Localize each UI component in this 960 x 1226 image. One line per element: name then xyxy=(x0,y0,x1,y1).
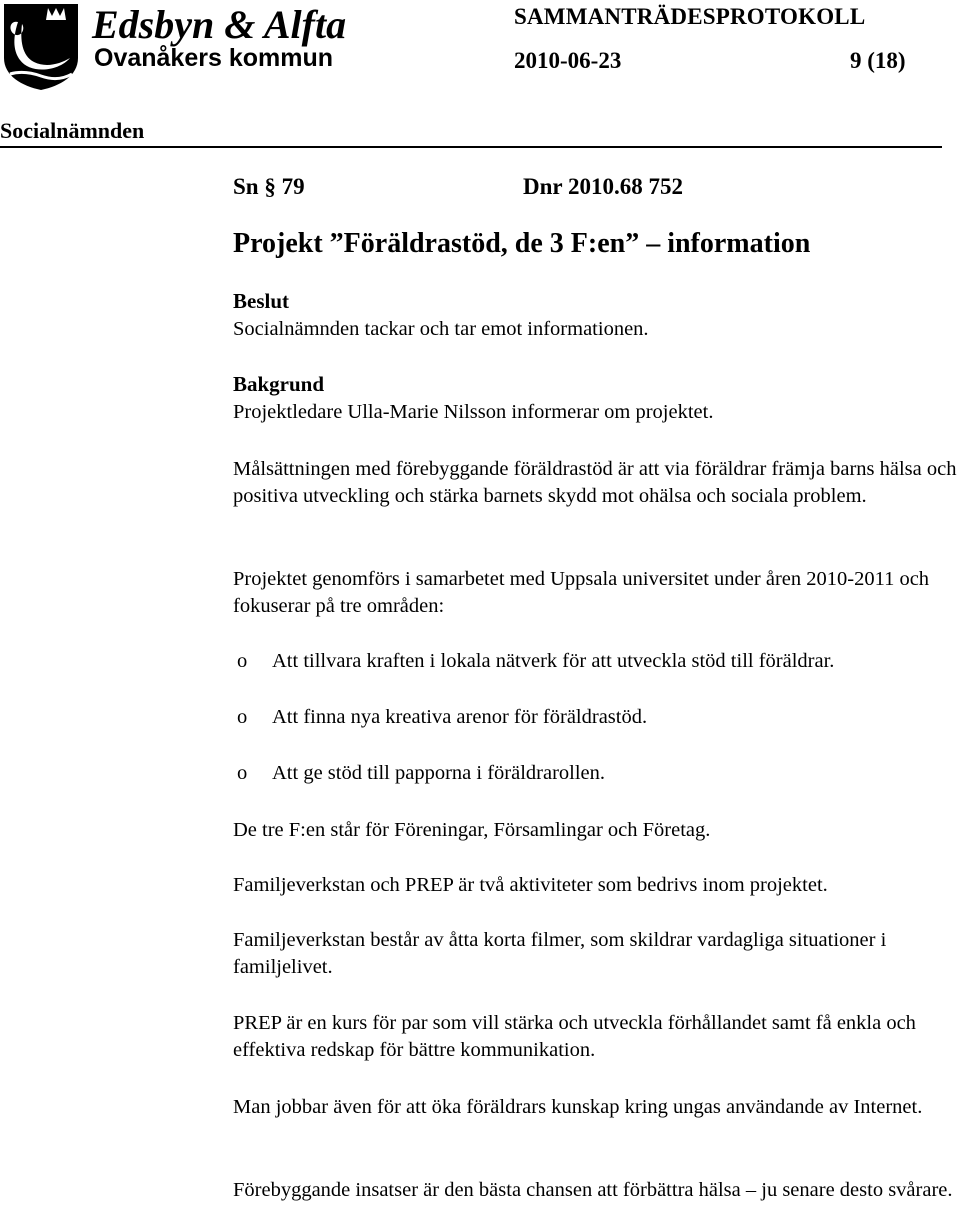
bullet-marker: o xyxy=(237,650,248,672)
goal-paragraph: Målsättningen med förebyggande föräldrastöd är att via föräldrar främja barns hälsa och positiva utveckling och stärka barnets skydd mot ohälsa och sociala problem. xyxy=(233,458,957,507)
background-intro: Projektledare Ulla-Marie Nilsson informerar om projektet. xyxy=(233,401,714,423)
list-item: Att finna nya kreativa arenor för föräldrastöd. xyxy=(272,706,648,728)
bullet-marker: o xyxy=(237,762,248,784)
project-paragraph: Projektet genomförs i samarbetet med Uppsala universitet under åren 2010-2011 och fokuserar på tre områden: xyxy=(233,568,930,617)
paragraph-number: Sn § 79 xyxy=(233,174,305,199)
decision-heading: Beslut xyxy=(233,289,290,313)
internet-paragraph: Man jobbar även för att öka föräldrars kunskap kring ungas användande av Internet. xyxy=(233,1096,923,1118)
svg-text:Edsbyn & Alfta: Edsbyn & Alfta xyxy=(92,2,347,47)
bullet-marker: o xyxy=(237,706,248,728)
logo-wordmark xyxy=(91,2,346,72)
list-item: Att tillvara kraften i lokala nätverk för att utveckla stöd till föräldrar. xyxy=(272,650,835,672)
meeting-date: 2010-06-23 xyxy=(514,48,622,73)
svg-text:Ovanåkers kommun: Ovanåkers kommun xyxy=(94,44,333,72)
item-title: Projekt ”Föräldrastöd, de 3 F:en” – information xyxy=(233,228,811,259)
document-type: SAMMANTRÄDESPROTOKOLL xyxy=(514,4,866,29)
prep-paragraph: PREP är en kurs för par som vill stärka och utveckla förhållandet samt få enkla och effektiva redskap för bättre kommunikation. xyxy=(233,1012,916,1061)
header-divider xyxy=(0,146,942,148)
organization-name: Socialnämnden xyxy=(0,118,145,143)
list-item: Att ge stöd till papporna i föräldrarollen. xyxy=(272,762,606,784)
logo-emblem-icon xyxy=(0,0,380,92)
three-f-paragraph: De tre F:en står för Föreningar, Församlingar och Företag. xyxy=(233,819,711,841)
familjeverkstan-paragraph: Familjeverkstan består av åtta korta filmer, som skildrar vardagliga situationer i familjelivet. xyxy=(233,929,887,978)
diary-number: Dnr 2010.68 752 xyxy=(523,174,683,199)
prevention-paragraph: Förebyggande insatser är den bästa chansen att förbättra hälsa – ju senare desto svårare. xyxy=(233,1179,953,1201)
activities-paragraph: Familjeverkstan och PREP är två aktiviteter som bedrivs inom projektet. xyxy=(233,874,828,896)
page-number: 9 (18) xyxy=(850,48,906,73)
background-heading: Bakgrund xyxy=(233,372,325,396)
decision-text: Socialnämnden tackar och tar emot informationen. xyxy=(233,318,649,340)
municipality-logo xyxy=(0,0,380,92)
